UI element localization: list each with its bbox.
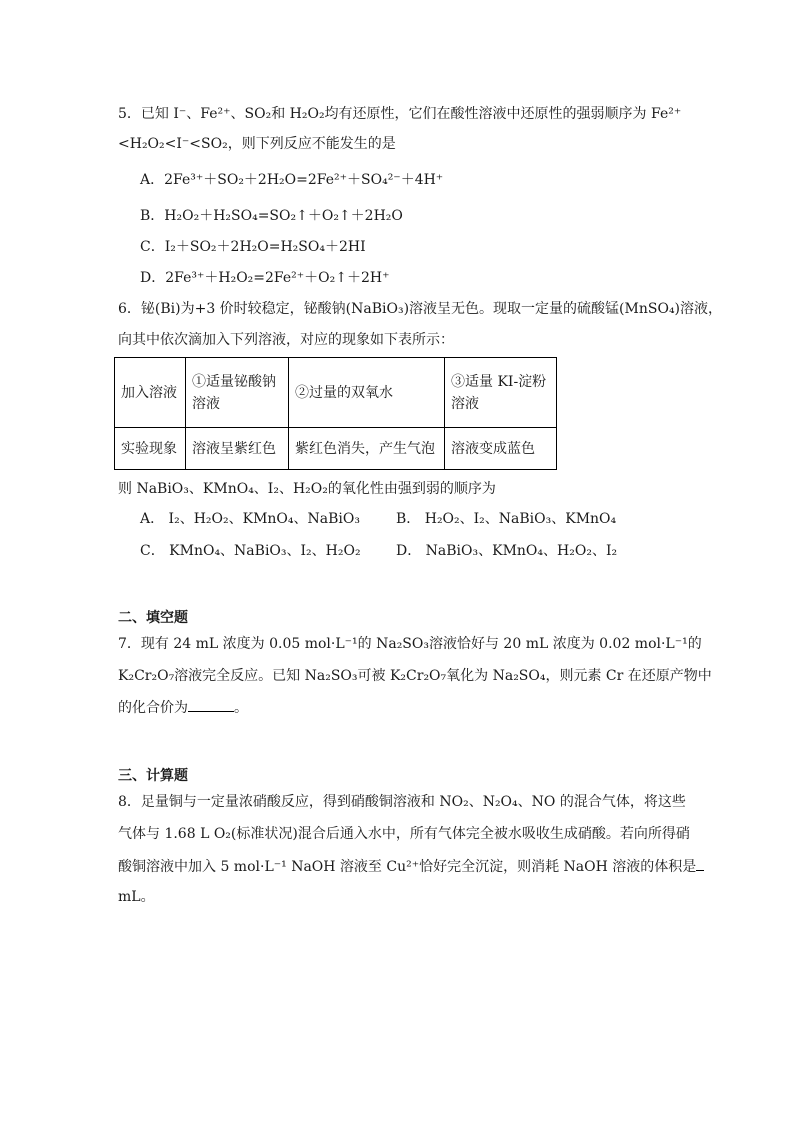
table-cell: 溶液变成蓝色 xyxy=(445,428,557,470)
table-cell: ③适量 KI-淀粉溶液 xyxy=(445,358,557,428)
q5-option-c: C．I₂＋SO₂＋2H₂O=H₂SO₄＋2HI xyxy=(140,239,366,255)
q6-option-a: A． I₂、H₂O₂、KMnO₄、NaBiO₃ xyxy=(140,511,360,527)
q7-stem-line2: K₂Cr₂O₇溶液完全反应。已知 Na₂SO₃可被 K₂Cr₂O₇氧化为 Na₂SO₄，则元素 Cr 在还原产物中 xyxy=(118,668,712,684)
table-row xyxy=(115,358,557,428)
q6-question: 则 NaBiO₃、KMnO₄、I₂、H₂O₂的氧化性由强到弱的顺序为 xyxy=(118,481,496,497)
table-cell: ②过量的双氧水 xyxy=(289,358,445,428)
q5-stem-line1: 5．已知 I⁻、Fe²⁺、SO₂和 H₂O₂均有还原性，它们在酸性溶液中还原性的强弱顺序为 Fe²⁺ xyxy=(118,106,682,122)
q8-stem-line4: mL。 xyxy=(118,889,155,905)
q5-stem-line2: <H₂O₂<I⁻<SO₂，则下列反应不能发生的是 xyxy=(118,136,396,152)
q7-line3-end: 。 xyxy=(234,700,248,716)
table-row xyxy=(115,428,557,470)
q7-stem-line3 xyxy=(118,697,248,718)
answer-blank xyxy=(188,697,234,712)
q7-line3-text: 的化合价为 xyxy=(118,700,188,716)
q5-option-d: D．2Fe³⁺＋H₂O₂=2Fe²⁺＋O₂↑＋2H⁺ xyxy=(140,270,390,286)
q6-stem-line1: 6．铋(Bi)为+3 价时较稳定，铋酸钠(NaBiO₃)溶液呈无色。现取一定量的硫酸锰(MnSO₄)溶液， xyxy=(118,301,723,317)
q5-option-a: A．2Fe³⁺＋SO₂＋2H₂O=2Fe²⁺＋SO₄²⁻＋4H⁺ xyxy=(140,172,444,188)
experiment-table xyxy=(114,357,557,470)
q7-stem-line1: 7．现有 24 mL 浓度为 0.05 mol·L⁻¹的 Na₂SO₃溶液恰好与 20 mL 浓度为 0.02 mol·L⁻¹的 xyxy=(118,636,702,652)
table-cell: 溶液呈紫红色 xyxy=(186,428,289,470)
section-title-calculation: 三、计算题 xyxy=(118,768,188,784)
table-cell: 紫红色消失，产生气泡 xyxy=(289,428,445,470)
q8-line3-text: 酸铜溶液中加入 5 mol·L⁻¹ NaOH 溶液至 Cu²⁺恰好完全沉淀，则消耗 NaOH 溶液的体积是 xyxy=(118,859,697,875)
q8-stem-line2: 气体与 1.68 L O₂(标准状况)混合后通入水中，所有气体完全被水吸收生成硝酸。若向所得硝 xyxy=(118,826,690,842)
q8-stem-line3 xyxy=(118,856,704,877)
q8-stem-line1: 8．足量铜与一定量浓硝酸反应，得到硝酸铜溶液和 NO₂、N₂O₄、NO 的混合气体，将这些 xyxy=(118,794,686,810)
q5-option-b: B．H₂O₂＋H₂SO₄=SO₂↑＋O₂↑＋2H₂O xyxy=(140,208,403,224)
q6-option-d: D． NaBiO₃、KMnO₄、H₂O₂、I₂ xyxy=(396,543,618,559)
table-cell: ①适量铋酸钠溶液 xyxy=(186,358,289,428)
q6-option-c: C． KMnO₄、NaBiO₃、I₂、H₂O₂ xyxy=(140,543,361,559)
q6-stem-line2: 向其中依次滴加入下列溶液，对应的现象如下表所示： xyxy=(118,332,454,348)
section-title-fill-in: 二、填空题 xyxy=(118,610,188,626)
table-cell: 实验现象 xyxy=(115,428,186,470)
q6-option-b: B． H₂O₂、I₂、NaBiO₃、KMnO₄ xyxy=(396,511,617,527)
answer-blank xyxy=(696,856,704,871)
table-cell: 加入溶液 xyxy=(115,358,186,428)
